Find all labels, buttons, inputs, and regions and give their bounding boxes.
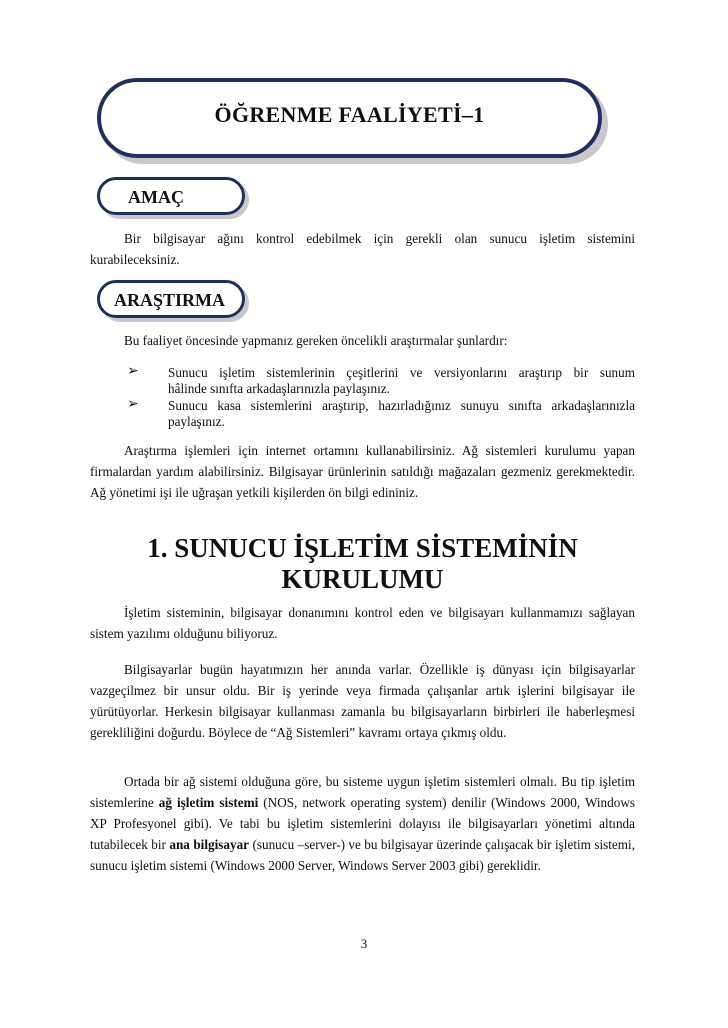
arastirma-label-box: [97, 280, 245, 318]
page-number: 3: [360, 936, 368, 951]
section-paragraph-3: Ortada bir ağ sistemi olduğuna göre, bu sisteme uygun işletim sistemleri olmalı. Bu tip işletim sistemlerine ağ işletim sistemi (NOS, network operating system) denilir (Windows 2000, Windows XP Profesyonel gibi). Ve tabi bu işletim sistemlerini dolayısı ile bilgisayarları yönetimi altında tutabilecek bir ana bilgisayar (sunucu –server-) ve bu bilgisayar üzerinde çalışacak bir işletim sistemi, sunucu işletim sistemi (Windows 2000 Server, Windows Server 2003 gibi) gereklidir.: [90, 774, 636, 873]
activity-title-banner: [97, 78, 602, 158]
arastirma-intro: Bu faaliyet öncesinde yapmanız gereken öncelikli araştırmalar şunlardır:: [124, 333, 508, 348]
amac-label: AMAÇ: [128, 187, 184, 207]
amac-label-box: [97, 177, 245, 215]
section-paragraph-1: İşletim sisteminin, bilgisayar donanımını kontrol eden ve bilgisayarı kullanmamızı sağlayan sistem yazılımı olduğunu biliyoruz.: [90, 605, 635, 641]
activity-title: ÖĞRENME FAALİYETİ–1: [214, 102, 485, 127]
term-main-computer: ana bilgisayar: [169, 837, 250, 852]
amac-text: Bir bilgisayar ağını kontrol edebilmek için gerekli olan sunucu işletim sistemini kurabileceksiniz.: [90, 231, 635, 267]
arastirma-closing: Araştırma işlemleri için internet ortamını kullanabilirsiniz. Ağ sistemleri kurulumu yapan firmalardan yardım alabilirsiniz. Bilgisayar ürünlerinin satıldığı mağazaları gezmeniz gerekmektedir. Ağ yönetimi işi ile uğraşan yetkili kişilerden ön bilgi edininiz.: [90, 443, 635, 500]
section-heading: 1. SUNUCU İŞLETİM SİSTEMİNİN KURULUMU: [147, 533, 578, 594]
arrow-bullet-icon: ➢: [127, 364, 139, 379]
term-network-os: ağ işletim sistemi: [158, 795, 259, 810]
section-paragraph-2: Bilgisayarlar bugün hayatımızın her anında varlar. Özellikle iş dünyası için bilgisayarlar vazgeçilmez bir unsur oldu. Bir iş yerinde veya firmada çalışanlar artık işlerini bilgisayar ile yürütüyorlar. Herkesin bilgisayar kullanması zamanla bu bilgisayarların birbirleri ile haberleşmesi gerekliliğini doğurdu. Böylece de “Ağ Sistemleri” kavramı ortaya çıkmış oldu.: [90, 662, 635, 740]
arastirma-label: ARAŞTIRMA: [114, 290, 226, 310]
arrow-bullet-icon: ➢: [127, 397, 139, 412]
